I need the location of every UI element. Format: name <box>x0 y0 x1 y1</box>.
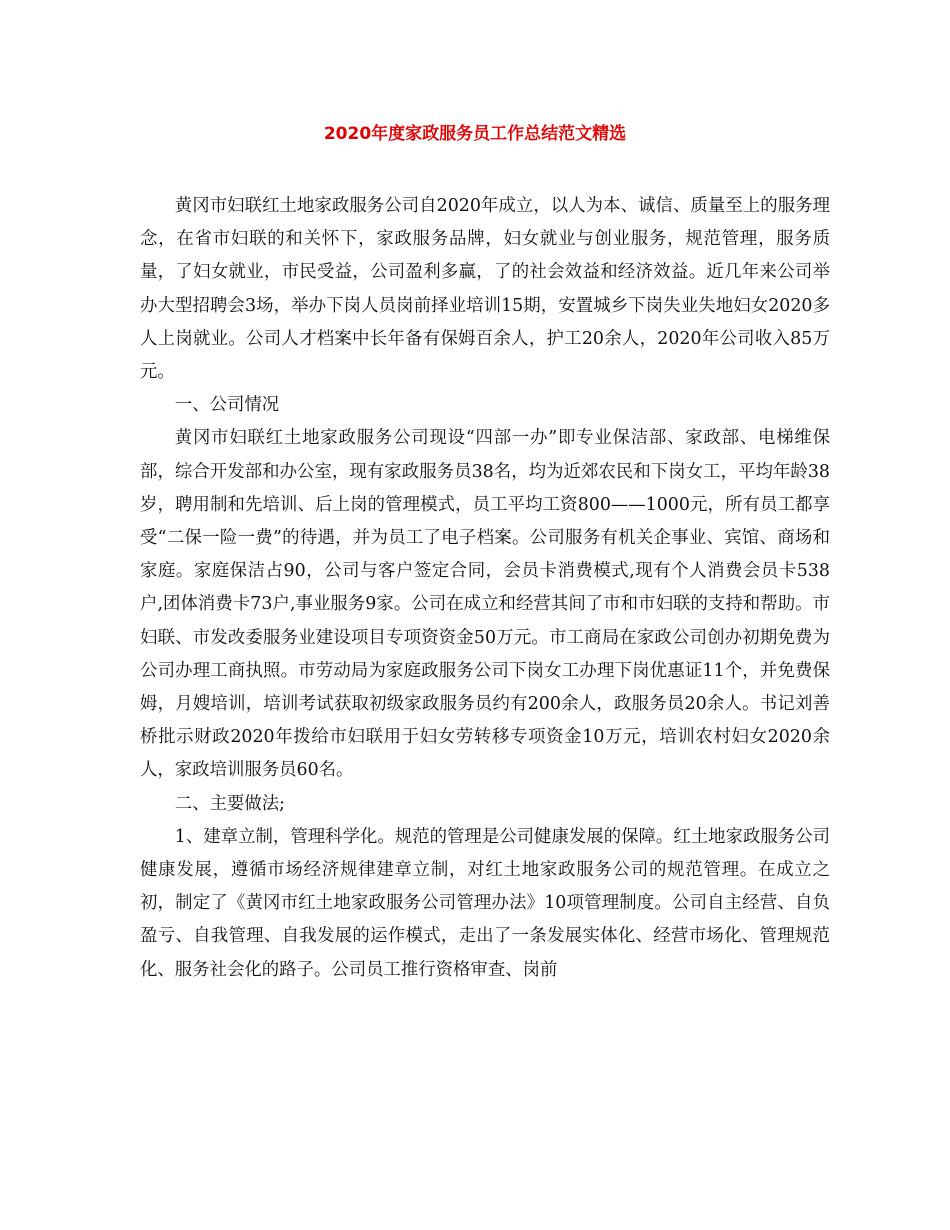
document-body <box>140 190 830 987</box>
section-heading-main-practices: 二、主要做法; <box>174 793 286 814</box>
document-title: 2020年度家政服务员工作总结范文精选 <box>323 124 627 144</box>
paragraph-company-situation: 黄冈市妇联红土地家政服务公司现设“四部一办”即专业保洁部、家政部、电梯维保部，综合开发部和办公室，现有家政服务员38名，均为近郊农民和下岗女工，平均年龄38岁，聘用制和先培训、后上岗的管理模式，员工平均工资800——1000元，所有员工都享受“二保一险一费”的待遇，并为员工了电子档案。公司服务有机关企事业、宾馆、商场和家庭。家庭保洁占90，公司与客户签定合同，会员卡消费模式,现有个人消费会员卡538户,团体消费卡73户,事业服务9家。公司在成立和经营其间了市和市妇联的支持和帮助。市妇联、市发改委服务业建设项目专项资资金50万元。市工商局在家政公司创办初期免费为公司办理工商执照。市劳动局为家庭政服务公司下岗女工办理下岗优惠证11个，并免费保姆，月嫂培训，培训考试获取初级家政服务员约有200余人，政服务员20余人。书记刘善桥批示财政2020年拨给市妇联用于妇女劳转移专项资金10万元，培训农村妇女2020余人，家政培训服务员60名。 <box>140 428 830 781</box>
paragraph-intro: 黄冈市妇联红土地家政服务公司自2020年成立，以人为本、诚信、质量至上的服务理念，在省市妇联的和关怀下，家政服务品牌，妇女就业与创业服务，规范管理，服务质量，了妇女就业，市民受益，公司盈利多赢，了的社会效益和经济效益。近几年来公司举办大型招聘会3场，举办下岗人员岗前择业培训15期，安置城乡下岗失业失地妇女2020多人上岗就业。公司人才档案中长年备有保姆百余人，护工20余人，2020年公司收入85万元。 <box>140 196 830 383</box>
paragraph-rules-management: 1、建章立制，管理科学化。规范的管理是公司健康发展的保障。红土地家政服务公司健康发展，遵循市场经济规律建章立制，对红土地家政服务公司的规范管理。在成立之初，制定了《黄冈市红土地家政服务公司管理办法》10项管理制度。公司自主经营、自负盈亏、自我管理、自我发展的运作模式，走出了一条发展实体化、经营市场化、管理规范化、服务社会化的路子。公司员工推行资格审查、岗前 <box>140 826 830 980</box>
section-heading-company-situation: 一、公司情况 <box>174 395 280 416</box>
